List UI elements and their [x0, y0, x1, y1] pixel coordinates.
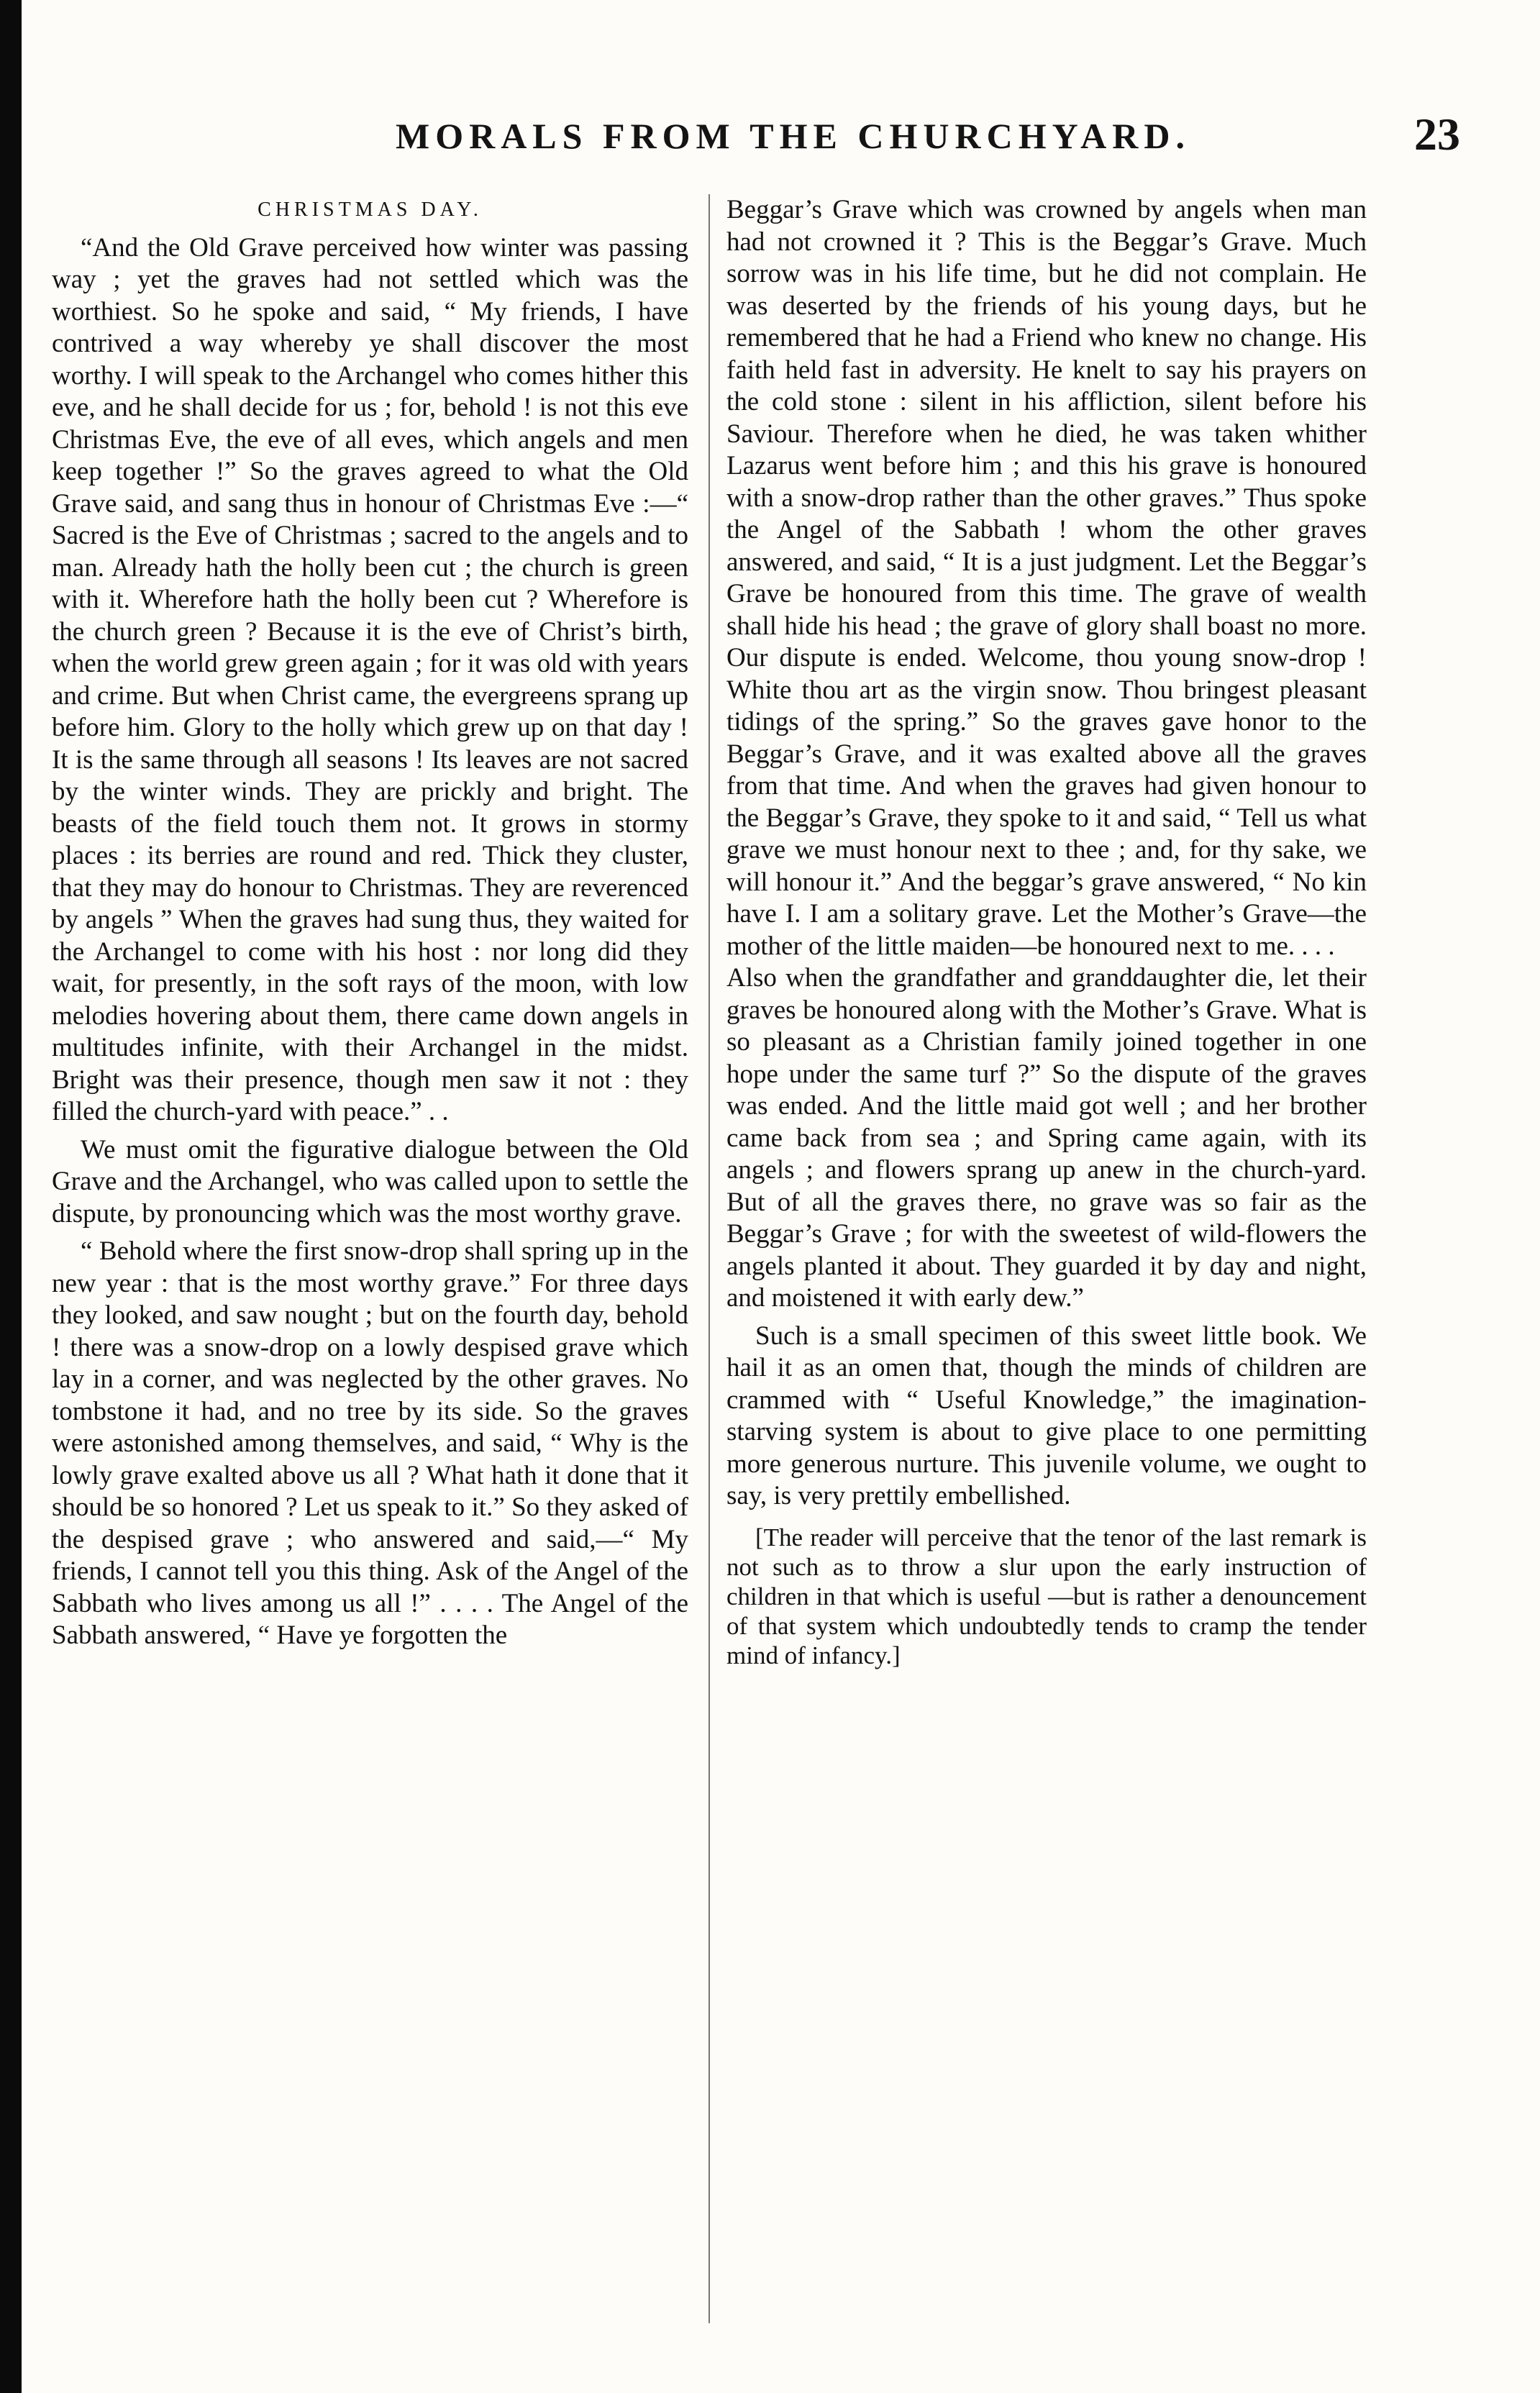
paragraph: Beggar’s Grave which was crowned by angels when man had not crowned it ? This is the Beggar’s Grave. Much sorrow was in his life time, but he did not complain. He was deserted by the friends of his young days, but he remembered that he had a Friend who knew no change. His faith held fast in adversity. He knelt to say his prayers on the cold stone : silent in his affliction, silent before his Saviour. Therefore when he died, he was taken whither Lazarus went before him ; and this his grave is honoured with a snow-drop rather than the other graves.” Thus spoke the Angel of the Sabbath ! whom the other graves answered, and said, “ It is a just judgment. Let the Beggar’s Grave be honoured from this time. The grave of wealth shall hide his head ; the grave of glory shall boast no more. Our dispute is ended. Welcome, thou young snow-drop ! White thou art as the virgin snow. Thou bringest pleasant tidings of the spring.” So the graves gave honor to the Beggar’s Grave, and it was exalted above all the graves from that time. And when the graves had given honour to the Beggar’s Grave, they spoke to it and said, “ Tell us what grave we must honour next to thee ; and, for thy sake, we will honour it.” And the beggar’s grave answered, “ No kin have I. I am a solitary grave. Let the Mother’s Grave—the mother of the little maiden—be honoured next to me. . . . — [726, 195, 1367, 961]
paragraph: “And the Old Grave perceived how winter was passing way ; yet the graves had not settled which was the worthiest. So he spoke and said, “ My friends, I have contrived a way whereby ye shall discover the most worthy. I will speak to the Archangel who comes hither this eve, and he shall decide for us ; for, behold ! is not this eve Christmas Eve, the eve of all eves, which angels and men keep together !” So the graves agreed to what the Old Grave said, and sang thus in honour of Christmas Eve :—“ Sacred is the Eve of Christmas ; sacred to the angels and to man. Already hath the holly been cut ; the church is green with it. Wherefore hath the holly been cut ? Wherefore is the church green ? Because it is the eve of Christ’s birth, when the world grew green again ; for it was old with years and crime. But when Christ came, the evergreens sprang up before him. Glory to the holly which grew up on that day ! It is the same through all seasons ! Its leaves are not sacred by the winter winds. They are prickly and bright. The beasts of the field touch them not. It grows in stormy places : its berries are round and red. Thick they cluster, that they may do honour to Christmas. They are reverenced by angels ” When the graves had sung thus, they waited for the Archangel to come with his host : nor long did they wait, for presently, in the soft rays of the moon, with low melodies hovering about them, there came down angels in multitudes infinite, with their Archangel in the midst. Bright was their presence, though men saw it not : they filled the church-yard with peace.” . . — [52, 232, 688, 1126]
binding-edge — [0, 0, 22, 2393]
right-column — [726, 194, 1367, 2338]
page-header — [216, 108, 1475, 173]
paragraph: “ Behold where the first snow-drop shall spring up in the new year : that is the most worthy grave.” For three days they looked, and saw nought ; but on the fourth day, behold ! there was a snow-drop on a lowly despised grave which lay in a corner, and was neglected by the other graves. No tombstone it had, and no tree by its side. So the graves were astonished among themselves, and said, “ Why is the lowly grave exalted above us all ? What hath it done that it should be so honored ? Let us speak to it.” So they asked of the despised grave ; who answered and said,—“ My friends, I cannot tell you this thing. Ask of the Angel of the Sabbath who lives among us all !” . . . . The Angel of the Sabbath answered, “ Have ye forgotten the — [52, 1236, 688, 1650]
editorial-note: [The reader will perceive that the tenor of the last remark is not such as to throw a slur upon the early instruction of children in that which is useful —but is rather a denouncement of that system which undoubtedly tends to cramp the tender mind of infancy.] — [726, 1523, 1367, 1669]
running-title: MORALS FROM THE CHURCHYARD. — [396, 116, 1190, 156]
paragraph: We must omit the figurative dialogue between the Old Grave and the Archangel, who was called upon to settle the dispute, by pronouncing which was the most worthy grave. — [52, 1134, 688, 1229]
page-number: 23 — [1414, 109, 1460, 160]
paragraph: Such is a small specimen of this sweet little book. We hail it as an omen that, though the minds of children are crammed with “ Useful Knowledge,” the imagination-starving system is about to give place to one permitting more generous nurture. This juvenile volume, we ought to say, is very prettily embellished. — [726, 1321, 1367, 1510]
left-column — [52, 194, 688, 2338]
section-title: CHRISTMAS DAY. — [258, 199, 483, 221]
paragraph: Also when the grandfather and granddaughter die, let their graves be honoured along with the Mother’s Grave. What is so pleasant as a Christian family joined together in one hope under the same turf ?” So the dispute of the graves was ended. And the little maid got well ; and her brother came back from sea ; and Spring came again, with its angels ; and flowers sprang up anew in the church-yard. But of all the graves there, no grave was so fair as the Beggar’s Grave ; for with the sweetest of wild-flowers the angels planted it about. They guarded it by day and night, and moistened it with early dew.” — [726, 963, 1367, 1313]
column-divider — [709, 194, 710, 2323]
